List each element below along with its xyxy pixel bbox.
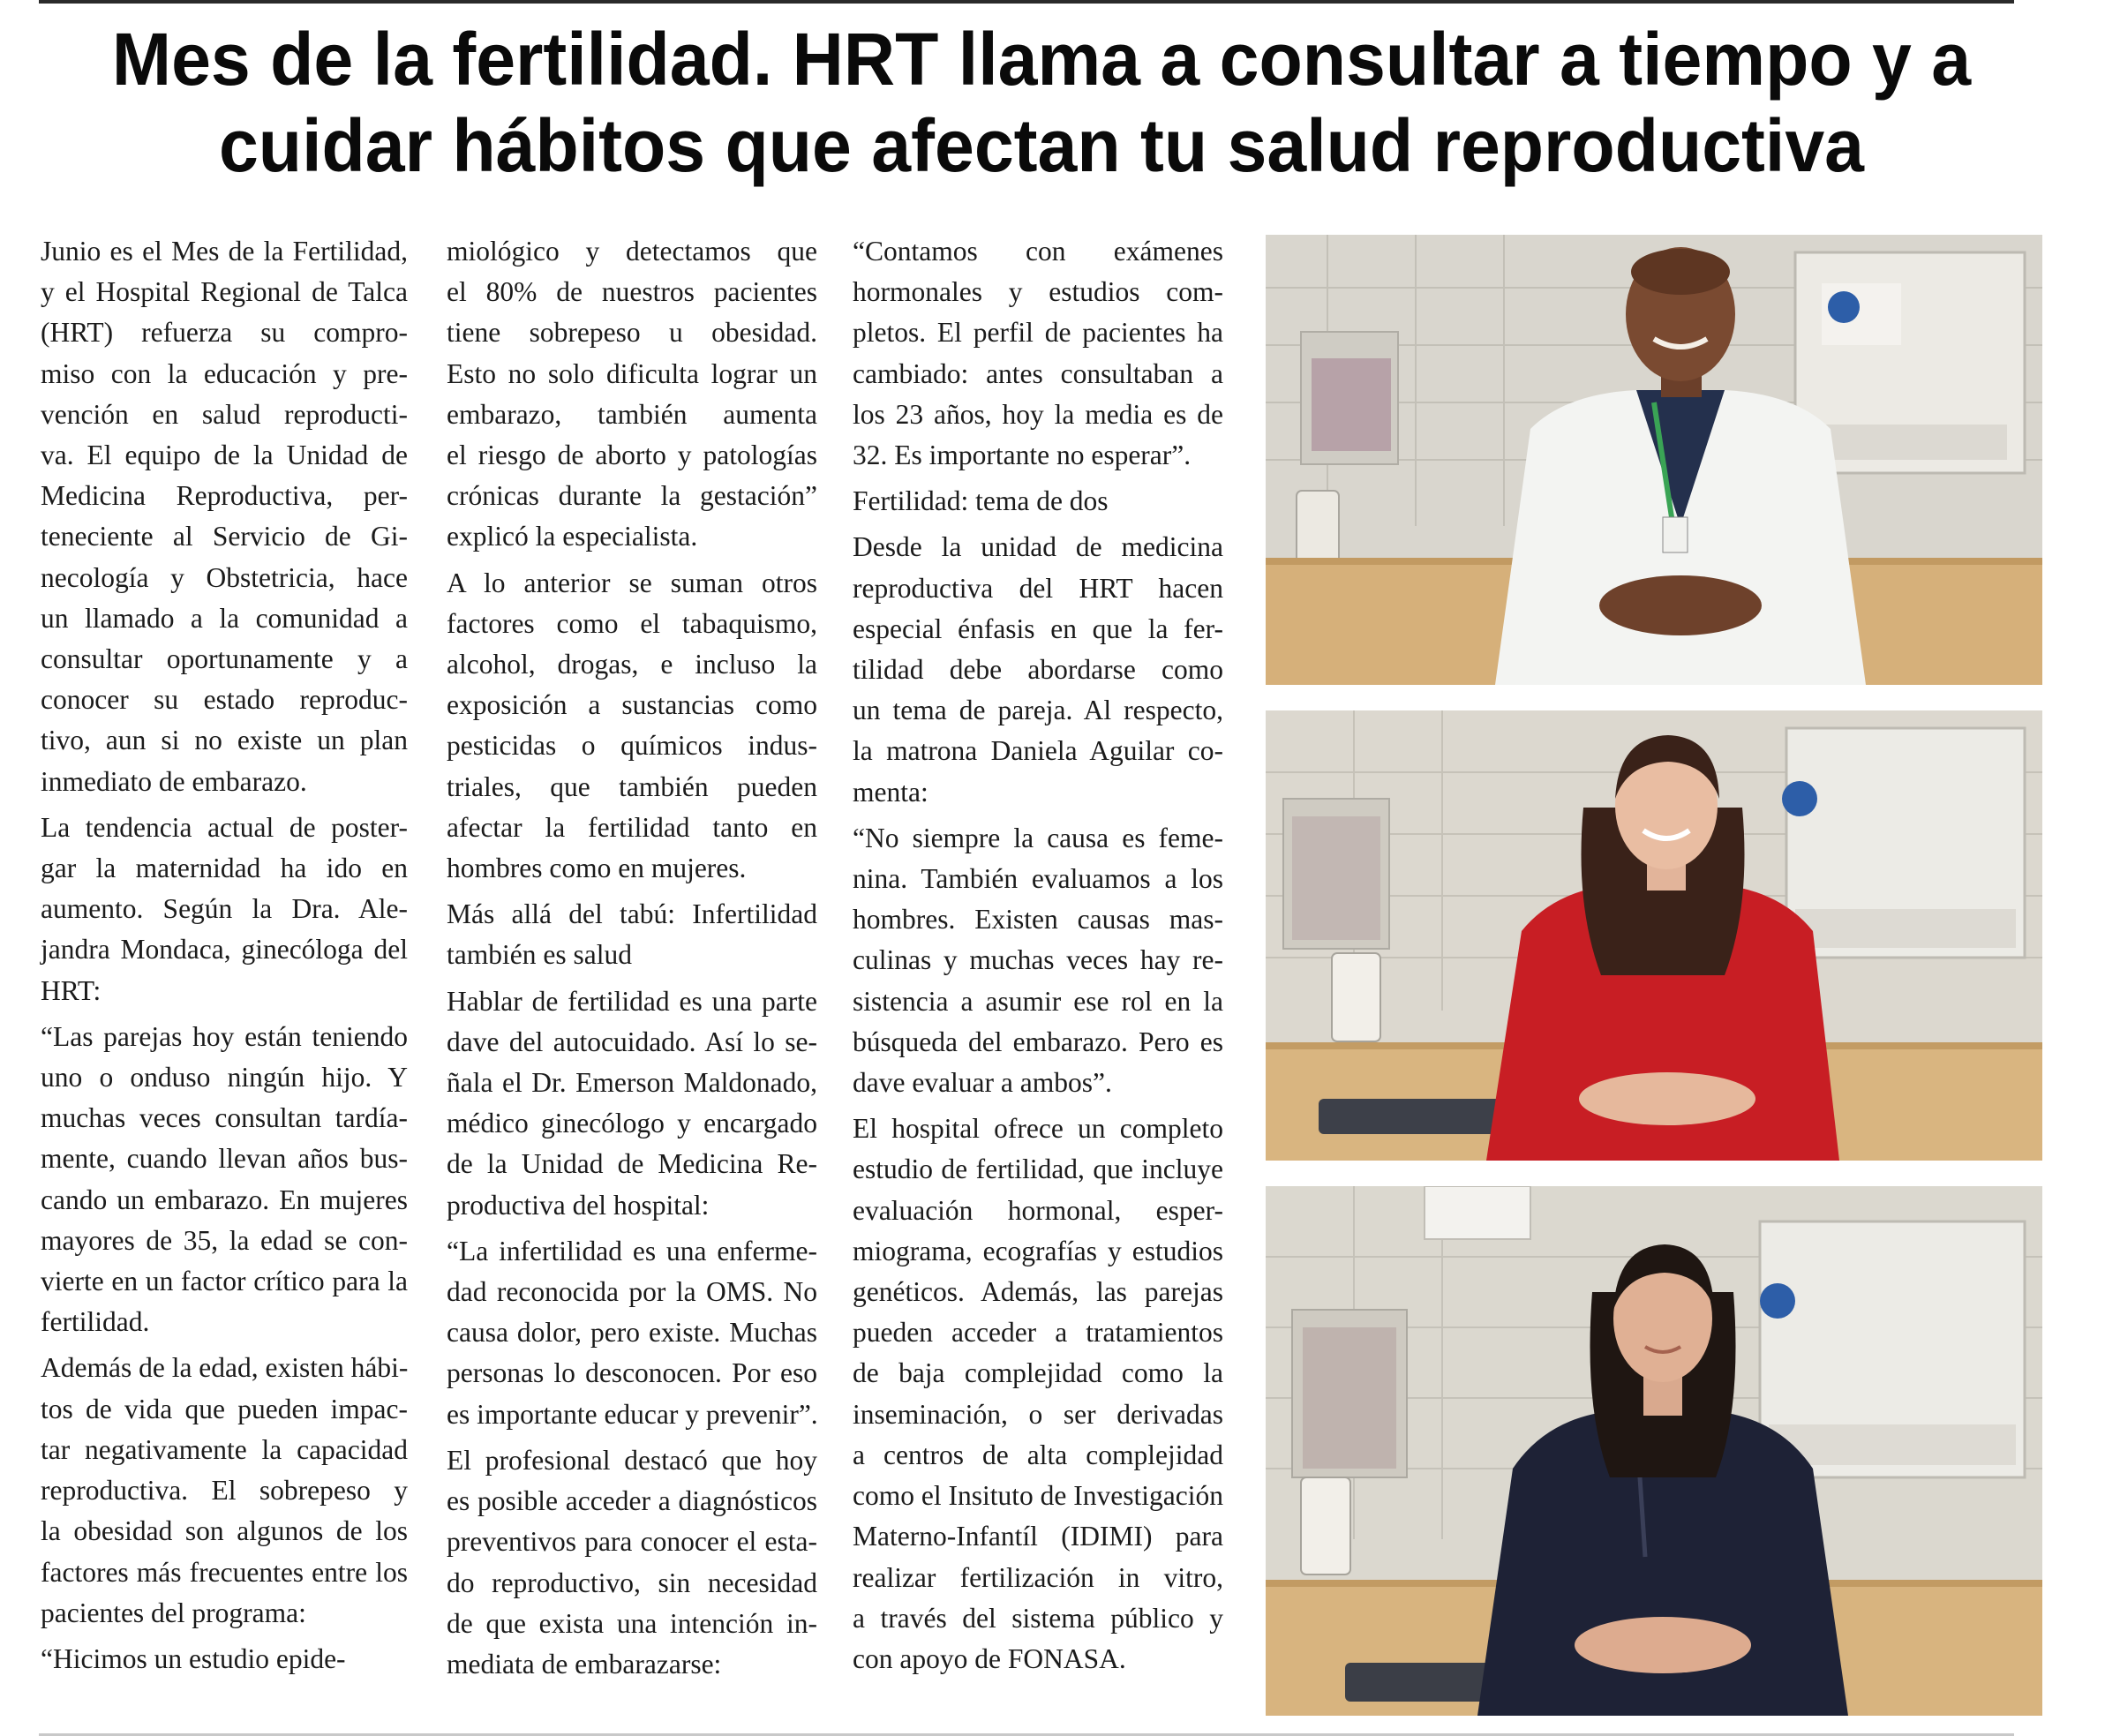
text-line: inseminación, o ser derivadas	[853, 1398, 1223, 1430]
text-line: vención en salud reproducti-	[41, 398, 408, 430]
text-line: La tendencia actual de poster-	[41, 811, 408, 843]
article-paragraph	[447, 1440, 817, 1685]
text-line: tos de vida que pueden impac-	[41, 1393, 408, 1424]
text-line: crónicas durante la gestación”	[447, 480, 817, 512]
text-line: miograma, ecografías y estudios	[853, 1235, 1223, 1266]
text-line: personas lo desconocen. Por eso	[447, 1357, 817, 1389]
headline-line-1: Mes de la fertilidad. HRT llama a consultar a tiempo y a	[111, 18, 1972, 101]
text-line: productiva del hospital:	[447, 1189, 710, 1221]
text-line: gar la maternidad ha ido en	[41, 853, 408, 884]
text-line: como el Insituto de Investigación	[853, 1480, 1223, 1512]
text-line: conocer su estado reproduc-	[41, 684, 408, 716]
text-line: Esto no solo dificulta lograr un	[447, 357, 817, 389]
text-line: causa dolor, pero existe. Muchas	[447, 1317, 817, 1349]
text-line: especial énfasis en que la fer-	[853, 612, 1223, 644]
text-line: consultar oportunamente y a	[41, 643, 408, 675]
article-paragraph	[447, 231, 817, 558]
text-line: cando un embarazo. En mujeres	[41, 1184, 408, 1215]
photo-doctor	[1266, 235, 2042, 685]
text-line: “La infertilidad es una enferme-	[447, 1235, 817, 1266]
text-line: necología y Obstetricia, hace	[41, 561, 408, 593]
text-line: Medicina Reproductiva, per-	[41, 480, 408, 512]
text-line: tar negativamente la capacidad	[41, 1433, 408, 1465]
text-line: tivo, aun si no existe un plan	[41, 725, 408, 756]
article-paragraph	[447, 1231, 817, 1435]
text-line: 32. Es importante no esperar”.	[853, 440, 1192, 471]
text-line: culinas y muchas veces hay re-	[853, 944, 1223, 976]
text-line: médico ginecólogo y encargado	[447, 1108, 817, 1139]
text-line: cambiado: antes consultaban a	[853, 357, 1223, 389]
article-column-1	[41, 231, 408, 1680]
text-line: factores más frecuentes entre los	[41, 1556, 408, 1588]
text-line: evaluación hormonal, esper-	[853, 1194, 1223, 1226]
text-line: y el Hospital Regional de Talca	[41, 276, 408, 308]
text-line: teneciente al Servicio de Gi-	[41, 521, 408, 552]
text-line: miológico y detectamos que	[447, 236, 817, 267]
text-line: el riesgo de aborto y patologías	[447, 440, 817, 471]
text-line: uno o onduso ningún hijo. Y	[41, 1062, 408, 1093]
text-line: El profesional destacó que hoy	[447, 1444, 817, 1476]
text-line: muchas veces consultan tardía-	[41, 1102, 408, 1134]
top-rule	[39, 0, 2014, 4]
text-line: también es salud	[447, 939, 632, 971]
text-line: mente, cuando llevan años bus-	[41, 1143, 408, 1175]
text-line: la obesidad son algunos de los	[41, 1515, 408, 1547]
text-line: explicó la especialista.	[447, 521, 698, 552]
text-line: (HRT) refuerza su compro-	[41, 317, 408, 349]
article-headline	[76, 16, 2008, 189]
text-line: estudio de fertilidad, que incluye	[853, 1154, 1223, 1185]
text-line: do reproductivo, sin necesidad	[447, 1567, 817, 1598]
text-line: jandra Mondaca, ginecóloga del	[41, 934, 408, 966]
text-line: “Contamos con exámenes	[853, 236, 1223, 267]
text-line: Fertilidad: tema de dos	[853, 485, 1109, 517]
text-line: mediata de embarazarse:	[447, 1648, 722, 1680]
text-line: los 23 años, hoy la media es de	[853, 398, 1223, 430]
text-line: “Hicimos un estudio epide-	[41, 1642, 346, 1674]
text-line: ñala el Dr. Emerson Maldonado,	[447, 1067, 817, 1099]
text-line: es importante educar y prevenir”.	[447, 1398, 818, 1430]
text-line: hormonales y estudios com-	[853, 276, 1223, 308]
article-paragraph	[41, 1348, 408, 1633]
text-line: tilidad debe abordarse como	[853, 654, 1223, 686]
text-line: dave evaluar a ambos”.	[853, 1067, 1112, 1099]
text-line: Además de la edad, existen hábi-	[41, 1352, 409, 1384]
article-paragraph	[853, 818, 1223, 1103]
text-line: genéticos. Además, las parejas	[853, 1276, 1223, 1308]
text-line: pesticidas o químicos indus-	[447, 730, 817, 762]
text-line: exposición a sustancias como	[447, 689, 817, 721]
text-line: Más allá del tabú: Infertilidad	[447, 898, 817, 930]
article-paragraph	[853, 481, 1223, 522]
article-column-2	[447, 231, 817, 1685]
text-line: nina. También evaluamos a los	[853, 863, 1223, 895]
text-line: un llamado a la comunidad a	[41, 602, 408, 634]
text-line: es posible acceder a diagnósticos	[447, 1485, 817, 1517]
article-paragraph	[447, 563, 817, 890]
text-line: El hospital ofrece un completo	[853, 1113, 1223, 1145]
text-line: A lo anterior se suman otros	[447, 567, 817, 598]
text-line: va. El equipo de la Unidad de	[41, 440, 408, 471]
text-line: alcohol, drogas, e incluso la	[447, 649, 817, 680]
article-paragraph	[447, 981, 817, 1226]
text-line: la matrona Daniela Aguilar co-	[853, 735, 1223, 767]
text-line: vierte en un factor crítico para la	[41, 1266, 408, 1297]
text-line: a centros de alta complejidad	[853, 1439, 1223, 1470]
text-line: triales, que también pueden	[447, 770, 817, 802]
text-line: reproductiva del HRT hacen	[853, 572, 1223, 604]
article-paragraph	[41, 231, 408, 802]
text-line: mayores de 35, la edad se con-	[41, 1224, 408, 1256]
article-paragraph	[853, 231, 1223, 476]
text-line: aumento. Según la Dra. Ale-	[41, 893, 408, 925]
text-line: con apoyo de FONASA.	[853, 1642, 1126, 1674]
photo-woman-navy-sweater	[1266, 1186, 2042, 1716]
article-paragraph	[853, 527, 1223, 812]
text-line: a través del sistema público y	[853, 1602, 1223, 1634]
text-line: Junio es el Mes de la Fertilidad,	[41, 236, 408, 267]
text-line: “No siempre la causa es feme-	[853, 822, 1223, 853]
text-line: dave del autocuidado. Así lo se-	[447, 1026, 817, 1057]
headline-line-2: cuidar hábitos que afectan tu salud reproductiva	[218, 104, 1865, 187]
article-paragraph	[41, 1639, 408, 1680]
text-line: HRT:	[41, 974, 101, 1006]
text-line: sistencia a asumir ese rol en la	[853, 985, 1223, 1017]
text-line: de baja complejidad como la	[853, 1357, 1223, 1389]
text-line: un tema de pareja. Al respecto,	[853, 695, 1223, 726]
text-line: tiene sobrepeso u obesidad.	[447, 317, 817, 349]
text-line: Hablar de fertilidad es una parte	[447, 985, 817, 1017]
text-line: “Las parejas hoy están teniendo	[41, 1020, 408, 1052]
text-line: el 80% de nuestros pacientes	[447, 276, 817, 308]
text-line: afectar la fertilidad tanto en	[447, 811, 817, 843]
text-line: embarazo, también aumenta	[447, 398, 817, 430]
text-line: hombres. Existen causas mas-	[853, 904, 1223, 936]
text-line: factores como el tabaquismo,	[447, 607, 817, 639]
article-paragraph	[41, 1017, 408, 1343]
text-line: preventivos para conocer el esta-	[447, 1526, 817, 1558]
text-line: fertilidad.	[41, 1306, 150, 1338]
text-line: pueden acceder a tratamientos	[853, 1317, 1223, 1349]
text-line: Materno-Infantíl (IDIMI) para	[853, 1521, 1223, 1552]
text-line: realizar fertilización in vitro,	[853, 1561, 1223, 1593]
article-paragraph	[41, 808, 408, 1011]
text-line: menta:	[853, 776, 928, 808]
text-line: hombres como en mujeres.	[447, 853, 747, 884]
photo-woman-red-sweater	[1266, 710, 2042, 1161]
text-line: de que exista una intención in-	[447, 1607, 817, 1639]
text-line: inmediato de embarazo.	[41, 765, 307, 797]
text-line: de la Unidad de Medicina Re-	[447, 1148, 817, 1180]
article-paragraph	[853, 1108, 1223, 1680]
text-line: pacientes del programa:	[41, 1597, 306, 1628]
text-line: búsqueda del embarazo. Pero es	[853, 1026, 1223, 1057]
text-line: pletos. El perfil de pacientes ha	[853, 317, 1223, 349]
text-line: reproductiva. El sobrepeso y	[41, 1475, 408, 1507]
text-line: Desde la unidad de medicina	[853, 531, 1223, 563]
text-line: dad reconocida por la OMS. No	[447, 1276, 817, 1308]
text-line: miso con la educación y pre-	[41, 357, 408, 389]
article-paragraph	[447, 894, 817, 975]
article-column-3	[853, 231, 1223, 1680]
